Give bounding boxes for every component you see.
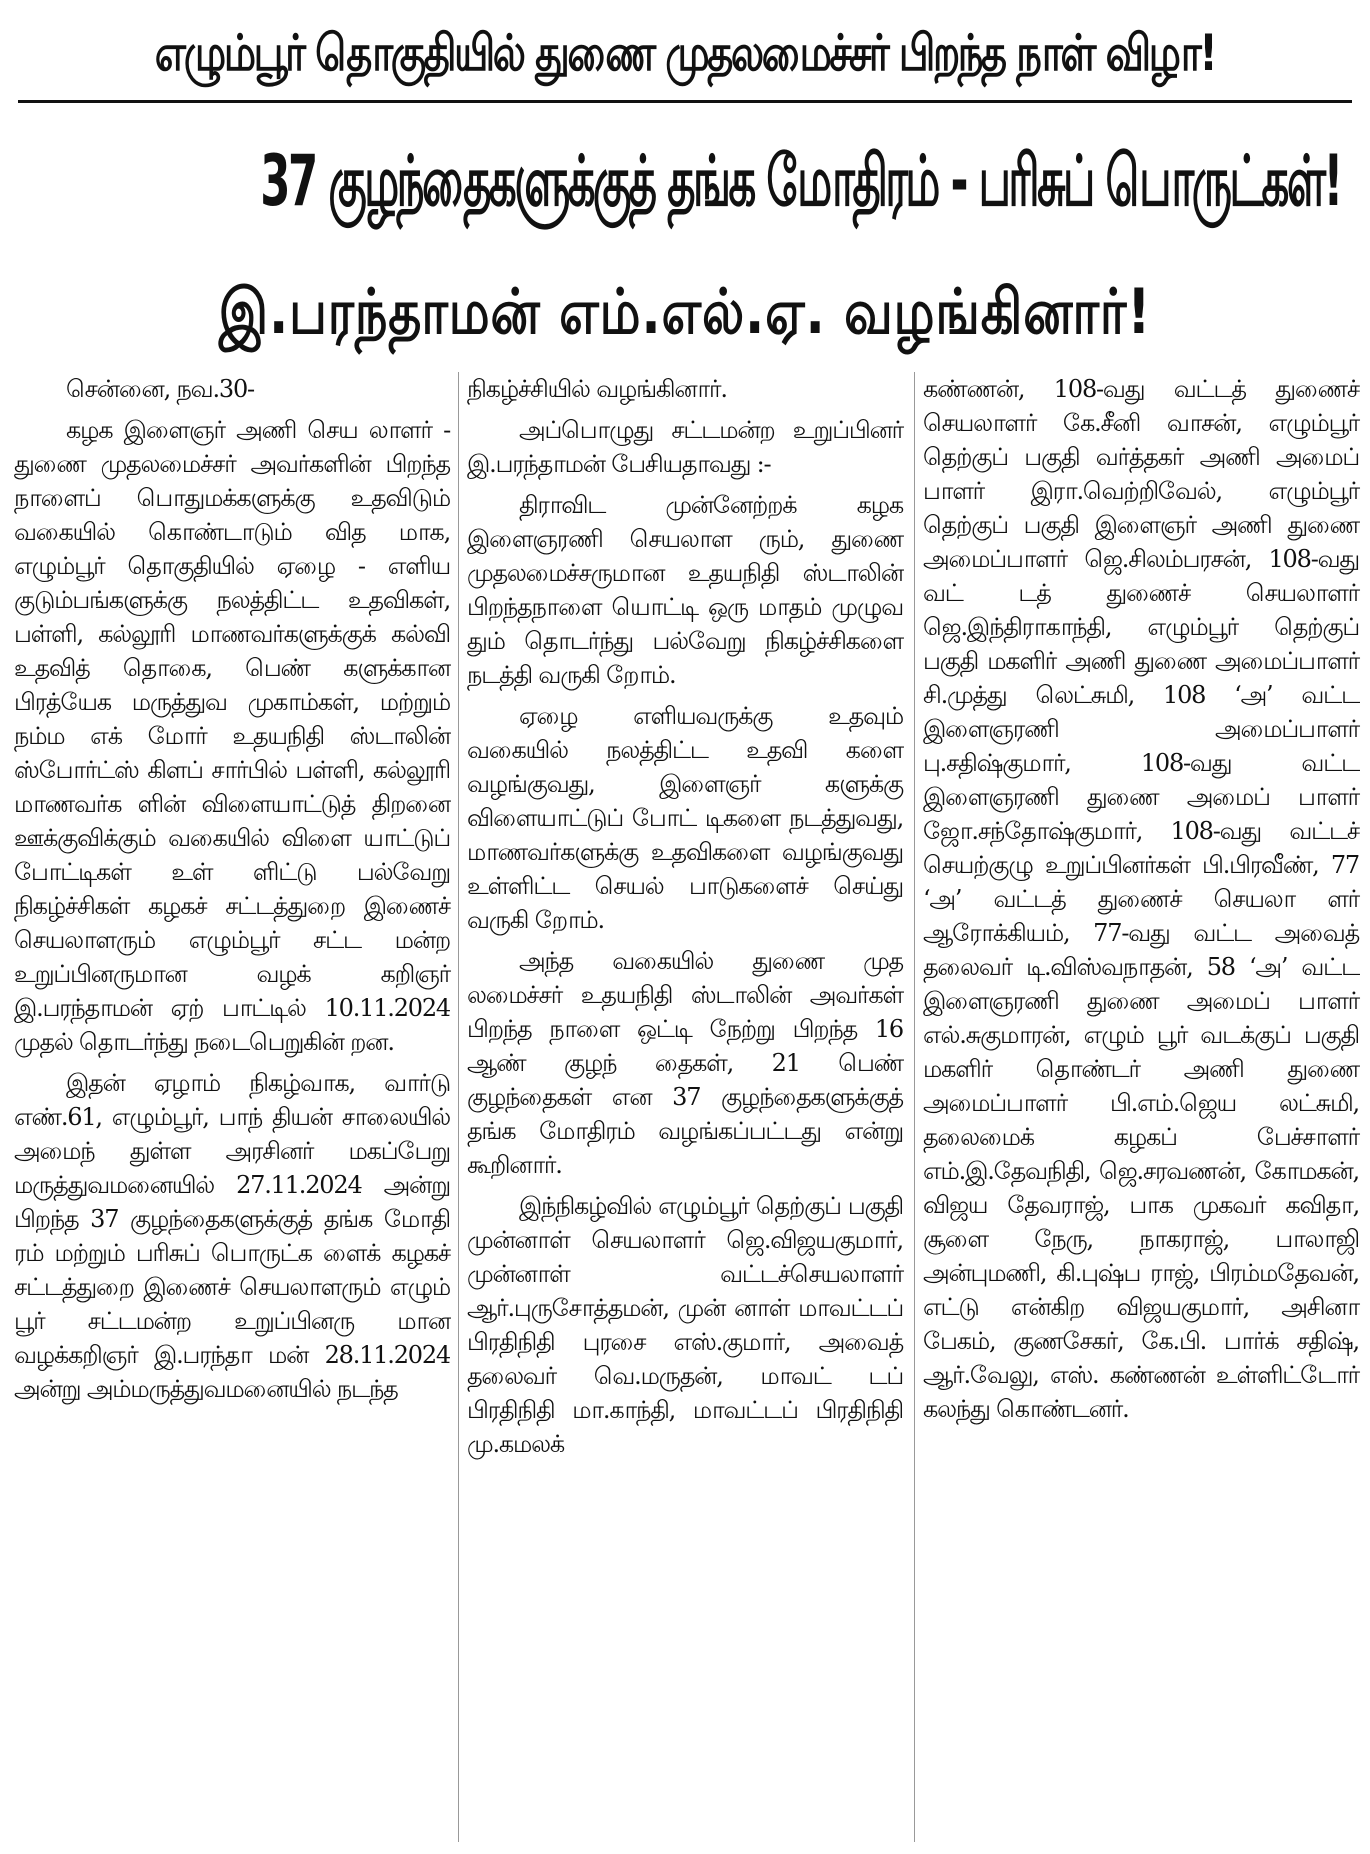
article-paragraph: ஏழை எளியவருக்கு உதவும் வகையில் நலத்திட்ட உதவி களை வழங்குவது, இளைஞர் களுக்கு விளையாட்டுப் போட் டிகளை நடத்துவது, மாணவர்களுக்கு உதவிகளை வழங்குவது உள்ளிட்ட செயல் பாடுகளைச் செய்து வருகி றோம். — [467, 702, 903, 934]
headline: 37 குழந்தைகளுக்குத் தங்க மோதிரம் - பரிசுப் பொருட்கள்! — [260, 140, 1341, 222]
article-paragraph: திராவிட முன்னேற்றக் கழக இளைஞரணி செயலாள ரும், துணை முதலமைச்சருமான உதயநிதி ஸ்டாலின் பிறந்தநாளை யொட்டி ஒரு மாதம் முழுவ தும் தொடர்ந்து பல்வேறு நிகழ்ச்சிகளை நடத்தி வருகி றோம். — [467, 491, 903, 689]
article-paragraph: நிகழ்ச்சியில் வழங்கினார். — [467, 375, 727, 403]
kicker-line: எழும்பூர் தொகுதியில் துணை முதலமைச்சர் பிறந்த நாள் விழா! — [154, 24, 1216, 82]
subheadline: இ.பரந்தாமன் எம்.எல்.ஏ. வழங்கினார்! — [218, 275, 1152, 348]
column-divider — [914, 372, 915, 1842]
article-paragraph: அப்பொழுது சட்டமன்ற உறுப்பினர் இ.பரந்தாமன் பேசியதாவது :- — [467, 416, 903, 478]
article-paragraph: இதன் ஏழாம் நிகழ்வாக, வார்டு எண்.61, எழும்பூர், பாந் தியன் சாலையில் அமைந் துள்ள அரசினர் மகப்பேறு மருத்துவமனையில் 27.11.2024 அன்று பிறந்த 37 குழந்தைகளுக்குத் தங்க மோதி ரம் மற்றும் பரிசுப் பொருட்க ளைக் கழகச் சட்டத்துறை இணைச் செயலாளரும் எழும் பூர் சட்டமன்ற உறுப்பினரு மான வழக்கறிஞர் இ.பரந்தா மன் 28.11.2024 அன்று அம்மருத்துவமனையில் நடந்த — [14, 1069, 450, 1403]
article-column-1 — [14, 372, 450, 1413]
dateline: சென்னை, நவ.30- — [66, 375, 254, 403]
article-column-3 — [923, 372, 1359, 1433]
column-divider — [458, 372, 459, 1842]
article-paragraph: அந்த வகையில் துணை முத லமைச்சர் உதயநிதி ஸ்டாலின் அவர்கள் பிறந்த நாளை ஒட்டி நேற்று பிறந்த 16 ஆண் குழந் தைகள், 21 பெண் குழந்தைகள் என 37 குழந்தைகளுக்குத் தங்க மோதிரம் வழங்கப்பட்டது என்று கூறினார். — [467, 947, 903, 1179]
article-paragraph: கழக இளைஞர் அணி செய லாளர் - துணை முதலமைச்சர் அவர்களின் பிறந்த நாளைப் பொதுமக்களுக்கு உதவிடும் வகையில் கொண்டாடும் வித மாக, எழும்பூர் தொகுதியில் ஏழை - எளிய குடும்பங்களுக்கு நலத்திட்ட உதவிகள், பள்ளி, கல்லூரி மாணவர்களுக்குக் கல்வி உதவித் தொகை, பெண் களுக்கான பிரத்யேக மருத்துவ முகாம்கள், மற்றும் நம்ம எக் மோர் உதயநிதி ஸ்டாலின் ஸ்போர்ட்ஸ் கிளப் சார்பில் பள்ளி, கல்லூரி மாணவர்க ளின் விளையாட்டுத் திறனை ஊக்குவிக்கும் வகையில் விளை யாட்டுப் போட்டிகள் உள் ளிட்டு பல்வேறு நிகழ்ச்சிகள் கழகச் சட்டத்துறை இணைச் செயலாளரும் எழும்பூர் சட்ட மன்ற உறுப்பினருமான வழக் கறிஞர் இ.பரந்தாமன் ஏற் பாட்டில் 10.11.2024 முதல் தொடர்ந்து நடைபெறுகின் றன. — [14, 416, 450, 1056]
header-rule — [18, 100, 1352, 103]
article-paragraph: இந்நிகழ்வில் எழும்பூர் தெற்குப் பகுதி முன்னாள் செயலாளர் ஜெ.விஜயகுமார், முன்னாள் வட்டச்செயலாளர் ஆர்.புருசோத்தமன், முன் னாள் மாவட்டப் பிரதிநிதி புரசை எஸ்.குமார், அவைத் தலைவர் வெ.மருதன், மாவட் டப் பிரதிநிதி மா.காந்தி, மாவட்டப் பிரதிநிதி மு.கமலக் — [467, 1192, 903, 1458]
article-column-2 — [467, 372, 903, 1468]
article-paragraph: கண்ணன், 108-வது வட்டத் துணைச் செயலாளர் கே.சீனி வாசன், எழும்பூர் தெற்குப் பகுதி வர்த்தகர் அணி அமைப் பாளர் இரா.வெற்றிவேல், எழும்பூர் தெற்குப் பகுதி இளைஞர் அணி துணை அமைப்பாளர் ஜெ.சிலம்பரசன், 108-வது வட் டத் துணைச் செயலாளர் ஜெ.இந்திராகாந்தி, எழும்பூர் தெற்குப் பகுதி மகளிர் அணி துணை அமைப்பாளர் சி.முத்து லெட்சுமி, 108 ‘அ’ வட்ட இளைஞரணி அமைப்பாளர் பு.சதிஷ்குமார், 108-வது வட்ட இளைஞரணி துணை அமைப் பாளர் ஜோ.சந்தோஷ்குமார், 108-வது வட்டச் செயற்குழு உறுப்பினர்கள் பி.பிரவீண், 77 ‘அ’ வட்டத் துணைச் செயலா ளர் ஆரோக்கியம், 77-வது வட்ட அவைத் தலைவர் டி.விஸ்வநாதன், 58 ‘அ’ வட்ட இளைஞரணி துணை அமைப் பாளர் எல்.சுகுமாரன், எழும் பூர் வடக்குப் பகுதி மகளிர் தொண்டர் அணி துணை அமைப்பாளர் பி.எம்.ஜெய லட்சுமி, தலைமைக் கழகப் பேச்சாளர் எம்.இ.தேவநிதி, ஜெ.சரவணன், கோமகன், விஜய தேவராஜ், பாக முகவர் கவிதா, சூளை நேரு, நாகராஜ், பாலாஜி அன்புமணி, கி.புஷ்ப ராஜ், பிரம்மதேவன், எட்டு என்கிற விஜயகுமார், அசினா பேகம், குணசேகர், கே.பி. பார்க் சதிஷ், ஆர்.வேலு, எஸ். கண்ணன் உள்ளிட்டோர் கலந்து கொண்டனர். — [923, 375, 1359, 1423]
